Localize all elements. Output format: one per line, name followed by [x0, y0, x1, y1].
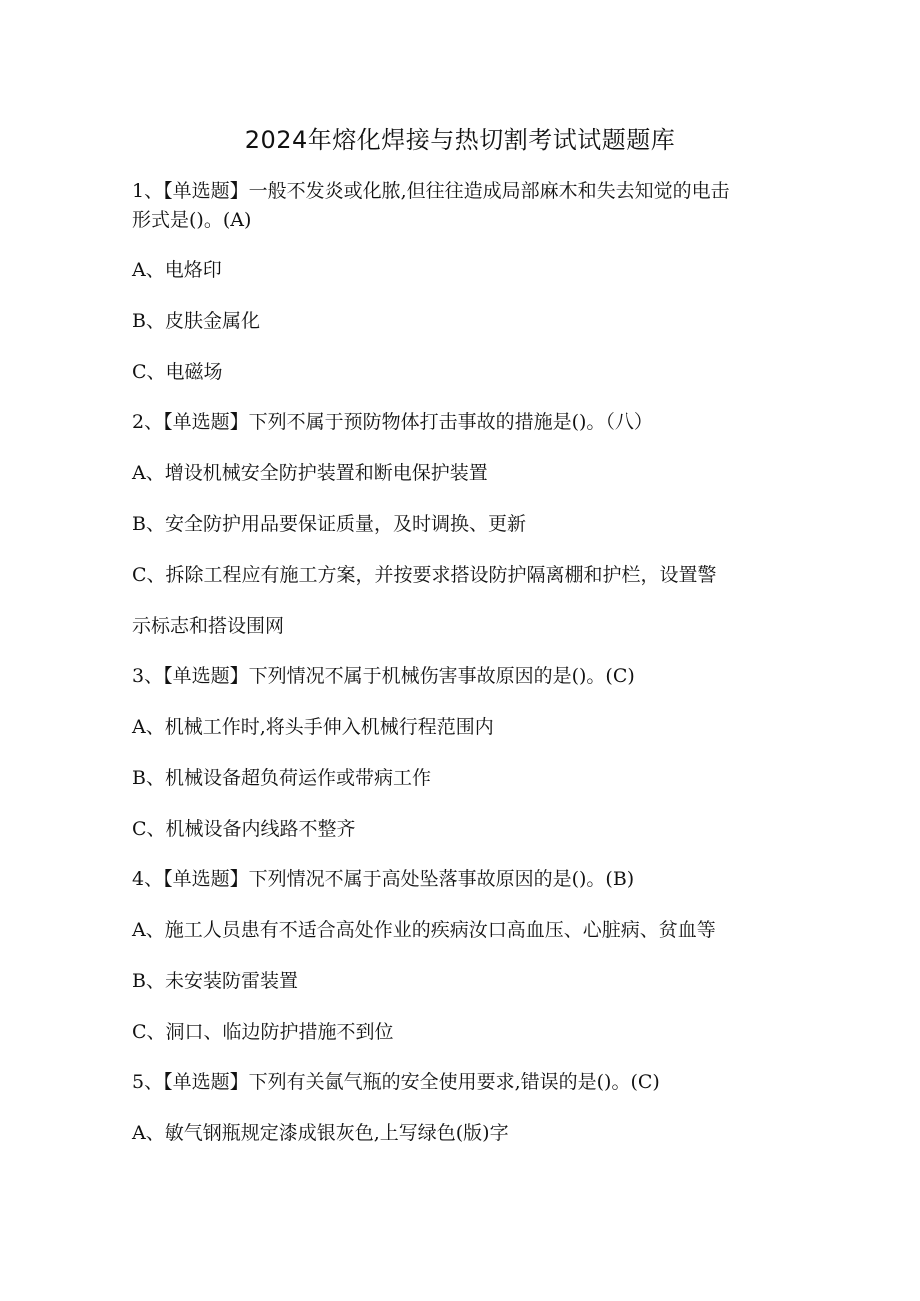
question-3-option-a: A、机械工作时,将头手伸入机械行程范围内 — [132, 716, 494, 738]
question-3-stem: 3、【单选题】下列情况不属于机械伤害事故原因的是()。(C) — [132, 665, 635, 687]
question-4-stem: 4、【单选题】下列情况不属于高处坠落事故原因的是()。(B) — [132, 868, 635, 890]
question-2-option-b: B、安全防护用品要保证质量，及时调换、更新 — [132, 513, 526, 535]
question-2-option-a: A、增设机械安全防护装置和断电保护装置 — [132, 462, 488, 484]
document-title: 2024年熔化焊接与热切割考试试题题库 — [244, 126, 676, 154]
question-4-option-a: A、施工人员患有不适合高处作业的疾病汝口高血压、心脏病、贫血等 — [132, 919, 716, 941]
question-1-option-c: C、电磁场 — [132, 361, 223, 383]
question-5-stem: 5、【单选题】下列有关氤气瓶的安全使用要求,错误的是()。(C) — [132, 1071, 660, 1093]
question-1-option-a: A、电烙印 — [132, 259, 222, 281]
question-2-stem: 2、【单选题】下列不属于预防物体打击事故的措施是()。（八） — [132, 411, 653, 433]
question-4-option-c: C、洞口、临边防护措施不到位 — [132, 1021, 394, 1043]
question-4-option-b: B、未安装防雷装置 — [132, 970, 298, 992]
question-2-option-c-continued: 示标志和搭设围网 — [132, 615, 285, 637]
question-5-option-a: A、敏气钢瓶规定漆成银灰色,上写绿色(版)字 — [132, 1122, 509, 1144]
question-2-option-c: C、拆除工程应有施工方案，并按要求搭设防护隔离棚和护栏，设置警 — [132, 564, 717, 586]
question-1-stem-line1: 1、【单选题】一般不发炎或化脓,但往往造成局部麻木和失去知觉的电击 — [132, 180, 730, 202]
question-1-option-b: B、皮肤金属化 — [132, 310, 260, 332]
question-3-option-b: B、机械设备超负荷运作或带病工作 — [132, 767, 431, 789]
question-3-option-c: C、机械设备内线路不整齐 — [132, 818, 356, 840]
question-1-stem-line2: 形式是()。(A) — [132, 209, 252, 231]
